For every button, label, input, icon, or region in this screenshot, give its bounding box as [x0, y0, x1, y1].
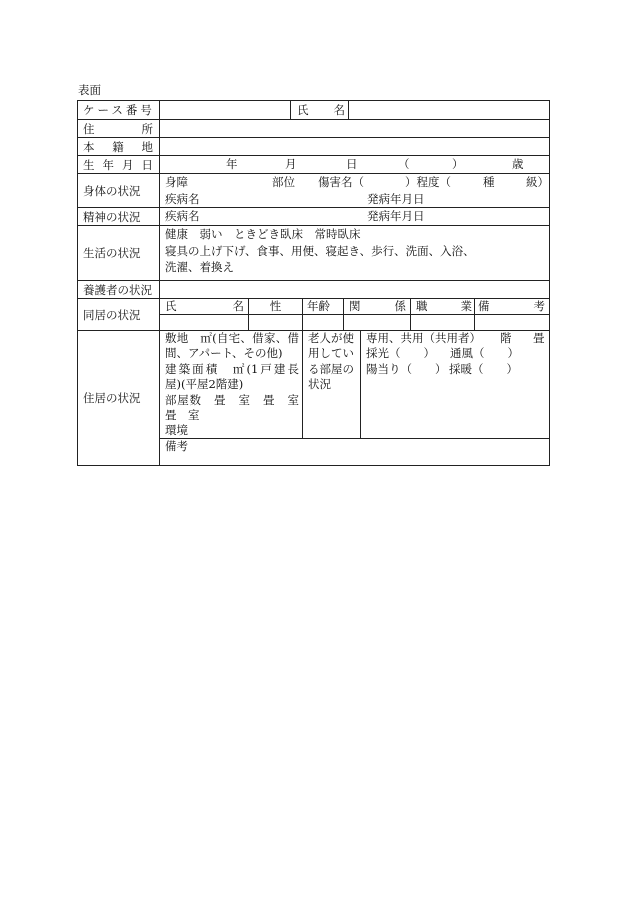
daily-life-label: 生活の状況	[83, 246, 141, 260]
physical-label: 身体の状況	[83, 183, 141, 198]
housing-site-line: 屋)(平屋2階建)	[165, 377, 244, 392]
cohabitant-age-header-text: 年齢	[307, 299, 330, 313]
caregiver-label-cell	[78, 281, 160, 299]
mental-onset-date-text: 発病年月日	[367, 209, 425, 223]
onset-date-text: 発病年月日	[367, 191, 425, 206]
elder-room-label-line: 老人が使	[308, 331, 354, 345]
housing-site-line: 環境	[165, 423, 188, 438]
birth-date-label-cell	[78, 156, 160, 174]
birth-date-label: 生 年 月 日	[83, 157, 153, 172]
housing-site-line: 部屋数 畳 室 畳 室	[165, 392, 299, 407]
day-unit: 日	[346, 157, 358, 171]
daily-life-field	[160, 226, 550, 281]
name-label-cell	[291, 101, 349, 120]
daily-life-label-cell	[78, 226, 160, 281]
cohabitant-name-cell	[160, 315, 249, 331]
room-heating-text: 採暖（ ）	[449, 361, 518, 376]
cohabitants-label: 同居の状況	[83, 307, 141, 322]
daily-life-line: 洗濯、着換え	[165, 260, 234, 274]
room-floor-text: 階	[500, 331, 512, 345]
case-number-label: ケース番号	[83, 103, 155, 117]
grade-text: 級）	[526, 175, 549, 189]
room-sunlight-text: 陽当り（ ）	[366, 361, 447, 376]
domicile-field	[160, 138, 550, 156]
domicile-label: 本 籍 地	[83, 139, 153, 154]
name-label: 氏 名	[297, 103, 345, 117]
physical-field	[160, 174, 550, 208]
housing-label: 住居の状況	[83, 391, 141, 405]
cohabitant-sex-cell	[249, 315, 303, 331]
daily-life-line: 寝具の上げ下げ、食事、用便、寝起き、歩行、洗面、入浴、	[165, 243, 475, 258]
cohabitant-sex-header	[249, 299, 303, 315]
cohabitant-age-cell	[303, 315, 344, 331]
housing-remarks-field	[160, 439, 550, 466]
domicile-label-cell	[78, 138, 160, 156]
case-number-field	[160, 101, 291, 120]
room-tatami-text: 畳	[533, 331, 545, 345]
physical-label-cell	[78, 174, 160, 208]
mental-label: 精神の状況	[83, 209, 141, 224]
year-unit: 年	[226, 157, 238, 171]
form-side-heading: 表面	[78, 83, 101, 97]
caregiver-field	[160, 281, 550, 299]
housing-site-field	[160, 331, 303, 439]
cohabitant-name-header-text: 氏 名	[165, 299, 244, 313]
mental-field	[160, 208, 550, 226]
address-field	[160, 120, 550, 138]
room-usage-text: 専用、共用（共用者）	[366, 331, 481, 345]
body-part-text: 部位	[272, 175, 295, 189]
cohabitant-relation-header-text: 関 係	[349, 299, 406, 313]
mental-label-cell	[78, 208, 160, 226]
cohabitant-notes-header-text: 備 考	[478, 299, 545, 313]
age-paren-open: （	[398, 157, 410, 171]
room-ventilation-text: 通風（ ）	[450, 346, 519, 361]
housing-site-line: 間、アパート、その他)	[165, 346, 283, 361]
cohabitant-name-header	[160, 299, 249, 315]
elder-room-detail-field	[361, 331, 550, 439]
name-field	[349, 101, 550, 120]
cohabitant-relation-header	[344, 299, 411, 315]
cohabitant-occupation-cell	[411, 315, 475, 331]
elder-room-label-cell	[303, 331, 361, 439]
elder-room-label-line: 用してい	[308, 346, 354, 361]
degree-text: ）程度（	[405, 175, 451, 189]
case-record-form	[77, 100, 550, 466]
cohabitant-occupation-header	[411, 299, 475, 315]
injury-name-text: 傷害名（	[318, 175, 364, 189]
cohabitant-notes-header	[475, 299, 550, 315]
housing-remarks-label: 備考	[165, 439, 188, 453]
elder-room-label-line: 状況	[308, 377, 331, 392]
housing-site-line: 敷地 ㎡(自宅、借家、借	[165, 331, 299, 345]
mental-disease-name-text: 疾病名	[165, 209, 200, 223]
birth-date-field	[160, 156, 550, 174]
cohabitant-notes-cell	[475, 315, 550, 331]
month-unit: 月	[285, 157, 297, 171]
room-lighting-text: 採光（ ）	[366, 346, 435, 361]
housing-site-line: 畳 室	[165, 408, 200, 423]
address-label-cell	[78, 120, 160, 138]
cohabitant-age-header	[303, 299, 344, 315]
housing-label-cell	[78, 331, 160, 466]
cohabitants-label-cell	[78, 299, 160, 331]
address-label: 住 所	[83, 121, 153, 136]
cohabitant-occupation-header-text: 職 業	[416, 299, 472, 313]
cohabitant-relation-cell	[344, 315, 411, 331]
kind-text: 種	[483, 175, 495, 189]
elder-room-label-line: る部屋の	[308, 361, 354, 376]
disease-name-text: 疾病名	[165, 191, 200, 206]
case-number-label-cell	[78, 101, 160, 120]
age-unit: 歳	[512, 157, 524, 171]
caregiver-label: 養護者の状況	[83, 282, 152, 297]
daily-life-line: 健康 弱い ときどき臥床 常時臥床	[165, 227, 361, 241]
age-paren-close: ）	[452, 157, 464, 171]
disability-text: 身障	[165, 175, 188, 189]
cohabitant-sex-header-text: 性	[269, 299, 282, 313]
housing-site-line: 建築面積 ㎡(1戸建長	[165, 361, 299, 376]
